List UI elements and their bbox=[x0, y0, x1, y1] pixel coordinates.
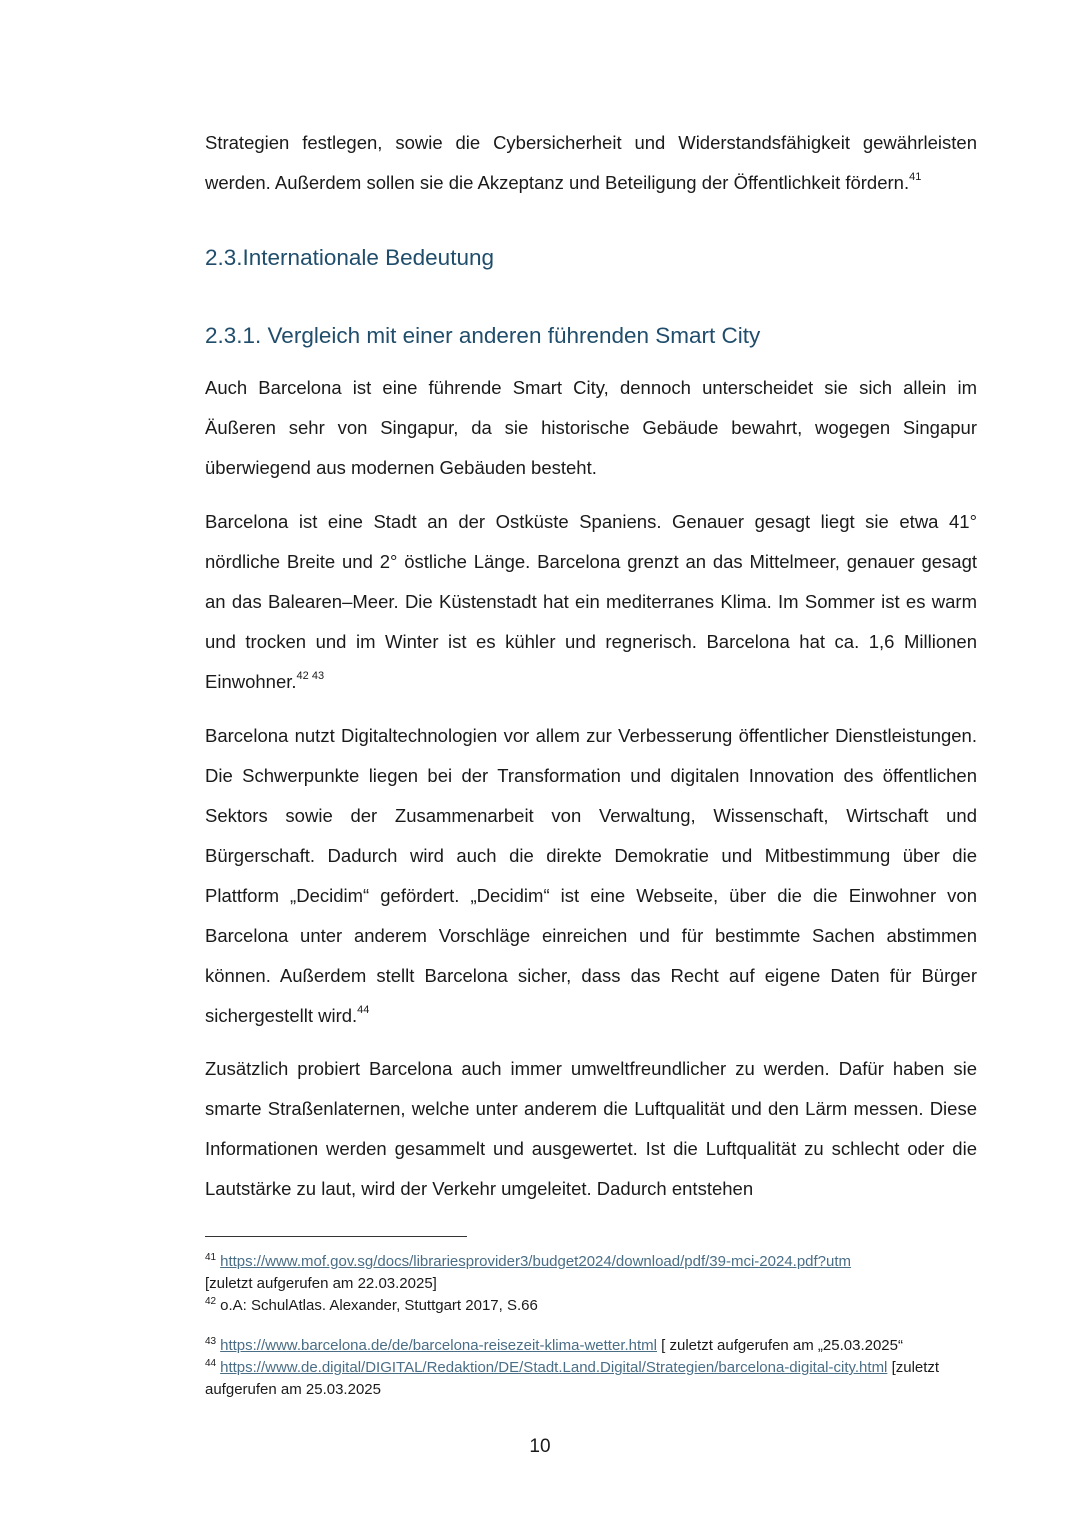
footnote-text: [ zuletzt aufgerufen am „25.03.2025“ bbox=[661, 1337, 903, 1354]
paragraph-barcelona-intro bbox=[205, 368, 977, 488]
paragraph-text: Barcelona nutzt Digitaltechnologien vor allem zur Verbesserung öffentlicher Dienstleistungen. Die Schwerpunkte liegen bei der Transformation und digitalen Innovation des öffentlichen Sektors sowie der Zusammenarbeit von Verwaltung, Wissenschaft, Wirtschaft und Bürgerschaft. Dadurch wird auch die direkte Demokratie und Mitbestimmung über die Plattform „Decidim“ gefördert. „Decidim“ ist eine Webseite, über die die Einwohner von Barcelona unter anderem Vorschläge einreichen und für bestimmte Sachen abstimmen können. Außerdem stellt Barcelona sicher, dass das Recht auf eigene Daten für Bürger sichergestellt wird. bbox=[205, 725, 977, 1026]
footnote-text: o.A: SchulAtlas. Alexander, Stuttgart 2017, S.66 bbox=[220, 1297, 538, 1314]
subsection-heading-comparison: 2.3.1. Vergleich mit einer anderen führenden Smart City bbox=[205, 323, 761, 348]
footnote-number: 44 bbox=[205, 1358, 217, 1369]
paragraph-barcelona-geography bbox=[205, 502, 977, 702]
footnote-link[interactable]: https://www.mof.gov.sg/docs/librariesprovider3/budget2024/download/pdf/39-mci-2024.pdf?utm bbox=[220, 1253, 852, 1270]
footnote-ref-44[interactable]: 44 bbox=[357, 1004, 370, 1016]
paragraph-text: Auch Barcelona ist eine führende Smart City, dennoch unterscheidet sie sich allein im Äußeren sehr von Singapur, da sie historische Gebäude bewahrt, wogegen Singapur überwiegend aus modernen Gebäuden besteht. bbox=[205, 377, 977, 478]
footnote-43 bbox=[205, 1335, 977, 1357]
paragraph-cybersecurity bbox=[205, 123, 977, 203]
footnote-text: [zuletzt aufgerufen am 22.03.2025] bbox=[205, 1275, 437, 1292]
footnote-number: 41 bbox=[205, 1252, 217, 1263]
paragraph-text: Zusätzlich probiert Barcelona auch immer umweltfreundlicher zu werden. Dafür haben sie smarte Straßenlaternen, welche unter anderem die Luftqualität und den Lärm messen. Diese Informationen werden gesammelt und ausgewertet. Ist die Luftqualität zu schlecht oder die Lautstärke zu laut, wird der Verkehr umgeleitet. Dadurch entstehen bbox=[205, 1058, 977, 1199]
page-number: 10 bbox=[529, 1436, 551, 1457]
paragraph-text: Strategien festlegen, sowie die Cybersicherheit und Widerstandsfähigkeit gewährleisten werden. Außerdem sollen sie die Akzeptanz und Beteiligung der Öffentlichkeit fördern. bbox=[205, 132, 977, 193]
footnote-link[interactable]: https://www.de.digital/DIGITAL/Redaktion/DE/Stadt.Land.Digital/Strategien/barcelona-digital-city.html bbox=[220, 1359, 888, 1376]
footnote-divider bbox=[205, 1236, 467, 1237]
footnote-44 bbox=[205, 1357, 977, 1401]
paragraph-barcelona-environment bbox=[205, 1049, 977, 1209]
footnote-42 bbox=[205, 1295, 977, 1317]
footnote-link[interactable]: https://www.barcelona.de/de/barcelona-reisezeit-klima-wetter.html bbox=[220, 1337, 657, 1354]
footnote-ref-42-43[interactable]: 42 43 bbox=[296, 670, 325, 682]
section-heading-international: 2.3.Internationale Bedeutung bbox=[205, 245, 494, 270]
paragraph-text: Barcelona ist eine Stadt an der Ostküste Spaniens. Genauer gesagt liegt sie etwa 41° nördliche Breite und 2° östliche Länge. Barcelona grenzt an das Mittelmeer, genauer gesagt an das Balearen–Meer. Die Küstenstadt hat ein mediterranes Klima. Im Sommer ist es warm und trocken und im Winter ist es kühler und regnerisch. Barcelona hat ca. 1,6 Millionen Einwohner. bbox=[205, 511, 977, 692]
footnote-text: [zuletzt aufgerufen am 25.03.2025 bbox=[205, 1359, 940, 1398]
footnote-number: 43 bbox=[205, 1336, 217, 1347]
footnotes bbox=[205, 1251, 977, 1401]
footnote-number: 42 bbox=[205, 1296, 217, 1307]
footnote-41 bbox=[205, 1251, 977, 1295]
footnote-ref-41[interactable]: 41 bbox=[909, 171, 922, 183]
paragraph-barcelona-digital bbox=[205, 716, 977, 1036]
